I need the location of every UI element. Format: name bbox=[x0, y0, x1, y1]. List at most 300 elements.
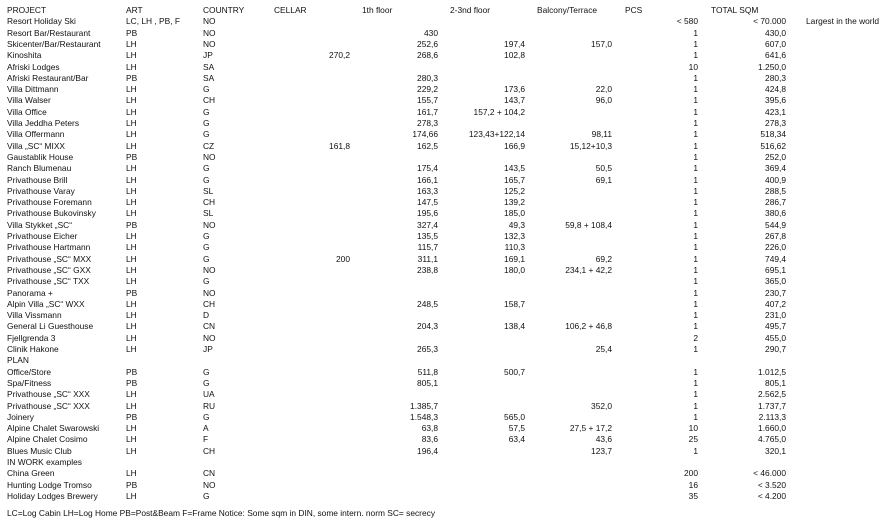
cell-art: LH bbox=[126, 389, 137, 400]
cell-country: CN bbox=[203, 468, 216, 479]
cell-country: A bbox=[203, 423, 209, 434]
cell-balcony: 50,5 bbox=[595, 163, 612, 174]
cell-project: Privathouse Eicher bbox=[7, 231, 78, 241]
cell-country: RU bbox=[203, 400, 216, 411]
cell-project: Privathouse Bukovinsky bbox=[7, 208, 96, 219]
cell-total: 320,1 bbox=[765, 445, 786, 456]
cell-country: CH bbox=[203, 197, 216, 208]
table-row bbox=[0, 50, 883, 61]
cell-country: SL bbox=[203, 208, 214, 219]
cell-country: NO bbox=[203, 332, 216, 343]
header-row bbox=[0, 5, 883, 16]
cell-project: Panorama + bbox=[7, 287, 53, 298]
cell-pcs: 1 bbox=[693, 50, 698, 61]
cell-country: G bbox=[203, 106, 210, 117]
cell-floor1: 163,3 bbox=[417, 185, 438, 196]
cell-art: PB bbox=[126, 27, 138, 38]
cell-pcs: 25 bbox=[688, 434, 698, 445]
cell-total: 2.113,3 bbox=[758, 411, 786, 422]
table-row bbox=[0, 412, 883, 423]
cell-total: 455,0 bbox=[765, 332, 786, 343]
cell-pcs: 1 bbox=[693, 253, 698, 264]
cell-floor1: 204,3 bbox=[417, 321, 438, 332]
cell-country: CH bbox=[203, 445, 216, 456]
cell-pcs: 16 bbox=[688, 479, 698, 490]
cell-project: Privathouse Brill bbox=[7, 174, 68, 185]
cell-floor1: 1.548,3 bbox=[410, 411, 438, 422]
cell-floor1: 166,1 bbox=[417, 174, 438, 185]
cell-art: LH bbox=[126, 106, 137, 117]
cell-pcs: 1 bbox=[693, 298, 698, 309]
cell-project: Privathouse Varay bbox=[7, 185, 75, 196]
cell-floor1: 805,1 bbox=[417, 377, 438, 388]
cell-country: CH bbox=[203, 298, 216, 309]
cell-project: IN WORK examples bbox=[7, 457, 82, 467]
cell-art: LH bbox=[126, 140, 137, 151]
cell-total: 400,9 bbox=[765, 174, 786, 185]
cell-pcs: 1 bbox=[693, 366, 698, 377]
cell-floor23: 173,6 bbox=[504, 84, 525, 95]
header-project: PROJECT bbox=[7, 5, 47, 15]
cell-floor23: 110,3 bbox=[504, 242, 525, 253]
cell-balcony: 43,6 bbox=[595, 434, 612, 445]
table-row bbox=[0, 401, 883, 412]
cell-total: 423,1 bbox=[765, 106, 786, 117]
cell-art: LH bbox=[126, 445, 137, 456]
cell-project: Privathouse „SC“ MXX bbox=[7, 253, 92, 264]
cell-pcs: 200 bbox=[684, 468, 698, 479]
cell-art: LH bbox=[126, 95, 137, 106]
cell-pcs: 1 bbox=[693, 197, 698, 208]
cell-floor1: 229,2 bbox=[417, 84, 438, 95]
cell-floor1: 265,3 bbox=[417, 344, 438, 354]
table-row bbox=[0, 231, 883, 242]
table-row bbox=[0, 480, 883, 491]
cell-project: Villa „SC“ MIXX bbox=[7, 140, 66, 151]
table-row bbox=[0, 310, 883, 321]
header-country: COUNTRY bbox=[203, 5, 245, 15]
cell-floor1: 430 bbox=[424, 27, 438, 38]
cell-art: LH bbox=[126, 174, 137, 185]
table-row bbox=[0, 491, 883, 502]
cell-project: China Green bbox=[7, 468, 55, 479]
header-pcs: PCS bbox=[625, 5, 643, 15]
table-row bbox=[0, 265, 883, 276]
cell-art: PB bbox=[126, 366, 138, 377]
cell-floor23: 138,4 bbox=[504, 321, 525, 332]
table-row bbox=[0, 333, 883, 344]
cell-total: 395,6 bbox=[765, 95, 786, 106]
table-row bbox=[0, 62, 883, 73]
cell-total: 407,2 bbox=[765, 298, 786, 309]
cell-floor1: 115,7 bbox=[417, 242, 438, 253]
header-total: TOTAL SQM bbox=[711, 5, 759, 15]
table-row bbox=[0, 344, 883, 355]
cell-country: NO bbox=[203, 27, 216, 38]
cell-art: LH bbox=[126, 276, 137, 287]
table-row bbox=[0, 118, 883, 129]
table-row bbox=[0, 468, 883, 479]
table-row bbox=[0, 378, 883, 389]
cell-pcs: 1 bbox=[693, 400, 698, 411]
cell-country: SA bbox=[203, 61, 215, 72]
cell-art: LH bbox=[126, 332, 137, 343]
cell-project: Alpin Villa „SC“ WXX bbox=[7, 298, 85, 309]
cell-pcs: 1 bbox=[693, 445, 698, 456]
cell-country: NO bbox=[203, 479, 216, 490]
cell-floor23: 57,5 bbox=[508, 423, 525, 434]
table-row bbox=[0, 276, 883, 287]
cell-floor1: 174,66 bbox=[412, 129, 438, 140]
cell-cellar: 161,8 bbox=[329, 140, 350, 151]
cell-floor23: 180,0 bbox=[504, 264, 525, 275]
cell-floor1: 268,6 bbox=[417, 50, 438, 61]
cell-floor23: 139,2 bbox=[504, 197, 525, 208]
cell-floor23: 63,4 bbox=[508, 434, 525, 445]
cell-floor1: 83,6 bbox=[421, 434, 438, 445]
cell-art: LH bbox=[126, 434, 137, 445]
cell-pcs: 1 bbox=[693, 242, 698, 253]
cell-country: JP bbox=[203, 344, 213, 354]
cell-floor1: 1.385,7 bbox=[410, 400, 438, 411]
table-row bbox=[0, 197, 883, 208]
cell-art: PB bbox=[126, 411, 138, 422]
cell-country: G bbox=[203, 174, 210, 185]
cell-floor1: 196,4 bbox=[417, 445, 438, 456]
cell-total: 4.765,0 bbox=[758, 434, 786, 445]
cell-total: 230,7 bbox=[765, 287, 786, 298]
cell-balcony: 22,0 bbox=[595, 84, 612, 95]
header-balcony: Balcony/Terrace bbox=[537, 5, 598, 15]
cell-pcs: 1 bbox=[693, 287, 698, 298]
cell-pcs: 1 bbox=[693, 411, 698, 422]
cell-project: Villa Office bbox=[7, 106, 47, 117]
cell-total: 369,4 bbox=[765, 163, 786, 174]
cell-floor23: 165,7 bbox=[504, 174, 525, 185]
header-cellar: CELLAR bbox=[274, 5, 307, 15]
cell-floor1: 327,4 bbox=[417, 219, 438, 230]
cell-total: 1.660,0 bbox=[758, 423, 786, 434]
table-row bbox=[0, 299, 883, 310]
cell-country: NO bbox=[203, 287, 216, 298]
cell-country: G bbox=[203, 242, 210, 253]
cell-pcs: 10 bbox=[688, 423, 698, 434]
table-row bbox=[0, 28, 883, 39]
cell-art: LH bbox=[126, 163, 137, 174]
cell-project: Privathouse „SC“ XXX bbox=[7, 400, 90, 411]
cell-project: Joinery bbox=[7, 411, 34, 422]
table-row bbox=[0, 163, 883, 174]
cell-pcs: 1 bbox=[693, 27, 698, 38]
cell-total: 1.737,7 bbox=[758, 400, 786, 411]
cell-total: 365,0 bbox=[765, 276, 786, 287]
cell-art: LH bbox=[126, 310, 137, 321]
cell-total: 1.012,5 bbox=[758, 366, 786, 377]
table-row bbox=[0, 95, 883, 106]
cell-country: NO bbox=[203, 219, 216, 230]
cell-pcs: 1 bbox=[693, 185, 698, 196]
cell-country: CH bbox=[203, 95, 216, 106]
table-row bbox=[0, 288, 883, 299]
cell-floor23: 185,0 bbox=[504, 208, 525, 219]
cell-balcony: 59,8 + 108,4 bbox=[565, 219, 612, 230]
table-row bbox=[0, 186, 883, 197]
cell-project: Skicenter/Bar/Restaurant bbox=[7, 38, 101, 49]
cell-project: Villa Vissmann bbox=[7, 310, 62, 321]
cell-art: LH bbox=[126, 264, 137, 275]
cell-art: LH bbox=[126, 118, 137, 128]
cell-project: Villa Offermann bbox=[7, 129, 65, 140]
cell-country: JP bbox=[203, 50, 213, 61]
cell-country: SA bbox=[203, 72, 215, 83]
cell-total: 641,6 bbox=[765, 50, 786, 61]
cell-art: PB bbox=[126, 72, 138, 83]
cell-art: LH bbox=[126, 423, 137, 434]
cell-floor1: 280,3 bbox=[417, 72, 438, 83]
cell-floor23: 102,8 bbox=[504, 50, 525, 61]
cell-country: G bbox=[203, 253, 210, 264]
cell-pcs: 1 bbox=[693, 84, 698, 95]
cell-project: Privathouse „SC“ TXX bbox=[7, 276, 90, 287]
cell-art: PB bbox=[126, 479, 138, 490]
cell-total: 607,0 bbox=[765, 38, 786, 49]
cell-country: G bbox=[203, 129, 210, 140]
cell-pcs: 1 bbox=[693, 38, 698, 49]
cell-country: NO bbox=[203, 151, 216, 162]
cell-project: Privathouse „SC“ GXX bbox=[7, 264, 91, 275]
table-row bbox=[0, 129, 883, 140]
cell-floor23: 157,2 + 104,2 bbox=[473, 106, 525, 117]
cell-project: Fjellgrenda 3 bbox=[7, 332, 56, 343]
cell-country: NO bbox=[203, 264, 216, 275]
cell-project: Office/Store bbox=[7, 366, 52, 377]
cell-floor23: 158,7 bbox=[504, 298, 525, 309]
cell-pcs: 10 bbox=[688, 61, 698, 72]
header-floor23: 2-3nd floor bbox=[450, 5, 491, 15]
cell-total: 288,5 bbox=[765, 185, 786, 196]
cell-floor1: 195,6 bbox=[417, 208, 438, 219]
cell-floor1: 135,5 bbox=[417, 231, 438, 241]
table-row bbox=[0, 16, 883, 27]
cell-country: CZ bbox=[203, 140, 215, 151]
cell-art: LC, LH , PB, F bbox=[126, 16, 180, 27]
cell-floor23: 500,7 bbox=[504, 366, 525, 377]
cell-balcony: 96,0 bbox=[595, 95, 612, 106]
cell-art: LH bbox=[126, 400, 137, 411]
cell-country: G bbox=[203, 231, 210, 241]
cell-country: NO bbox=[203, 38, 216, 49]
cell-project: Villa Dittmann bbox=[7, 84, 59, 95]
cell-country: D bbox=[203, 310, 210, 321]
cell-floor1: 248,5 bbox=[417, 298, 438, 309]
cell-floor1: 63,8 bbox=[421, 423, 438, 434]
cell-art: PB bbox=[126, 151, 138, 162]
cell-art: LH bbox=[126, 50, 137, 61]
cell-project: Resort Holiday Ski bbox=[7, 16, 76, 27]
table-row bbox=[0, 321, 883, 332]
cell-art: LH bbox=[126, 61, 137, 72]
cell-floor23: 143,7 bbox=[504, 95, 525, 106]
cell-project: Privathouse „SC“ XXX bbox=[7, 389, 90, 400]
cell-pcs: 1 bbox=[693, 276, 698, 287]
cell-project: Kinoshita bbox=[7, 50, 42, 61]
cell-balcony: 27,5 + 17,2 bbox=[569, 423, 612, 434]
cell-art: LH bbox=[126, 129, 137, 140]
cell-art: LH bbox=[126, 208, 137, 219]
cell-pcs: 1 bbox=[693, 163, 698, 174]
cell-project: Privathouse Foremann bbox=[7, 197, 92, 208]
cell-total: 231,0 bbox=[765, 310, 786, 321]
cell-total: 286,7 bbox=[765, 197, 786, 208]
table-row bbox=[0, 434, 883, 445]
cell-total: < 70.000 bbox=[753, 16, 786, 27]
cell-country: G bbox=[203, 118, 210, 128]
cell-project: Hunting Lodge Tromso bbox=[7, 479, 92, 490]
table-row bbox=[0, 141, 883, 152]
cell-project: Holiday Lodges Brewery bbox=[7, 490, 98, 501]
cell-project: Spa/Fitness bbox=[7, 377, 52, 388]
cell-floor23: 132,3 bbox=[504, 231, 525, 241]
cell-project: Resort Bar/Restaurant bbox=[7, 27, 91, 38]
header-art: ART bbox=[126, 5, 143, 15]
cell-balcony: 69,2 bbox=[595, 253, 612, 264]
cell-country: G bbox=[203, 84, 210, 95]
cell-art: PB bbox=[126, 219, 138, 230]
cell-project: Villa Jeddha Peters bbox=[7, 118, 80, 128]
cell-floor23: 49,3 bbox=[508, 219, 525, 230]
table-row bbox=[0, 457, 883, 468]
cell-country: G bbox=[203, 411, 210, 422]
cell-floor23: 565,0 bbox=[504, 411, 525, 422]
cell-art: PB bbox=[126, 287, 138, 298]
cell-balcony: 123,7 bbox=[591, 445, 612, 456]
table-row bbox=[0, 84, 883, 95]
cell-total: 278,3 bbox=[765, 118, 786, 128]
cell-pcs: 1 bbox=[693, 140, 698, 151]
cell-floor1: 147,5 bbox=[417, 197, 438, 208]
cell-total: 495,7 bbox=[765, 321, 786, 332]
cell-total: 544,9 bbox=[765, 219, 786, 230]
cell-project: Privathouse Hartmann bbox=[7, 242, 91, 253]
cell-total: 2.562,5 bbox=[758, 389, 786, 400]
cell-art: LH bbox=[126, 197, 137, 208]
cell-art: LH bbox=[126, 185, 137, 196]
cell-pcs: 1 bbox=[693, 231, 698, 241]
cell-country: SL bbox=[203, 185, 214, 196]
cell-pcs: 1 bbox=[693, 129, 698, 140]
cell-art: LH bbox=[126, 344, 137, 354]
cell-project: General Li Guesthouse bbox=[7, 321, 94, 332]
cell-project: Ranch Blumenau bbox=[7, 163, 72, 174]
cell-pcs: 1 bbox=[693, 344, 698, 354]
cell-project: Gaustablik House bbox=[7, 151, 74, 162]
cell-floor23: 123,43+122,14 bbox=[468, 129, 525, 140]
cell-floor23: 125,2 bbox=[504, 185, 525, 196]
table-row bbox=[0, 152, 883, 163]
cell-pcs: < 580 bbox=[676, 16, 698, 27]
cell-total: 424,8 bbox=[765, 84, 786, 95]
cell-country: G bbox=[203, 163, 210, 174]
cell-art: LH bbox=[126, 231, 137, 241]
table-row bbox=[0, 107, 883, 118]
cell-floor23: 169,1 bbox=[504, 253, 525, 264]
cell-floor1: 162,5 bbox=[417, 140, 438, 151]
cell-country: G bbox=[203, 366, 210, 377]
cell-country: UA bbox=[203, 389, 215, 400]
table-row bbox=[0, 39, 883, 50]
cell-total: 226,0 bbox=[765, 242, 786, 253]
table-row bbox=[0, 242, 883, 253]
cell-balcony: 15,12+10,3 bbox=[569, 140, 612, 151]
cell-floor1: 175,4 bbox=[417, 163, 438, 174]
cell-pcs: 1 bbox=[693, 389, 698, 400]
cell-total: 516,62 bbox=[760, 140, 786, 151]
cell-art: LH bbox=[126, 468, 137, 479]
cell-country: F bbox=[203, 434, 209, 445]
cell-floor1: 155,7 bbox=[417, 95, 438, 106]
cell-total: 1.250,0 bbox=[758, 61, 786, 72]
cell-art: LH bbox=[126, 38, 137, 49]
cell-project: Afriski Lodges bbox=[7, 61, 60, 72]
table-row bbox=[0, 73, 883, 84]
cell-pcs: 1 bbox=[693, 72, 698, 83]
cell-floor1: 252,6 bbox=[417, 38, 438, 49]
cell-note: Largest in the world bbox=[806, 16, 880, 27]
table-row bbox=[0, 389, 883, 400]
table-row bbox=[0, 220, 883, 231]
cell-balcony: 106,2 + 46,8 bbox=[565, 321, 612, 332]
cell-pcs: 1 bbox=[693, 95, 698, 106]
cell-total: 695,1 bbox=[765, 264, 786, 275]
cell-pcs: 1 bbox=[693, 264, 698, 275]
cell-project: Alpine Chalet Swarowski bbox=[7, 423, 100, 434]
table-row bbox=[0, 208, 883, 219]
table-row bbox=[0, 254, 883, 265]
cell-pcs: 35 bbox=[688, 490, 698, 501]
cell-total: 518,34 bbox=[760, 129, 786, 140]
cell-art: LH bbox=[126, 298, 137, 309]
cell-project: Clinik Hakone bbox=[7, 344, 59, 354]
cell-pcs: 1 bbox=[693, 106, 698, 117]
cell-country: CN bbox=[203, 321, 216, 332]
cell-country: G bbox=[203, 377, 210, 388]
table-row bbox=[0, 446, 883, 457]
cell-pcs: 1 bbox=[693, 321, 698, 332]
cell-total: 252,0 bbox=[765, 151, 786, 162]
header-floor1: 1th floor bbox=[362, 5, 393, 15]
cell-project: PLAN bbox=[7, 355, 29, 366]
cell-floor1: 238,8 bbox=[417, 264, 438, 275]
cell-pcs: 1 bbox=[693, 219, 698, 230]
cell-balcony: 352,0 bbox=[591, 400, 612, 411]
cell-project: Blues Music Club bbox=[7, 445, 72, 456]
cell-floor1: 278,3 bbox=[417, 118, 438, 128]
cell-art: LH bbox=[126, 490, 137, 501]
cell-floor23: 143,5 bbox=[504, 163, 525, 174]
cell-total: 267,8 bbox=[765, 231, 786, 241]
cell-balcony: 157,0 bbox=[591, 38, 612, 49]
cell-cellar: 200 bbox=[336, 253, 350, 264]
cell-pcs: 1 bbox=[693, 310, 698, 321]
cell-art: PB bbox=[126, 377, 138, 388]
cell-pcs: 1 bbox=[693, 377, 698, 388]
table-row bbox=[0, 355, 883, 366]
cell-art: LH bbox=[126, 242, 137, 253]
cell-floor1: 161,7 bbox=[417, 106, 438, 117]
cell-total: 280,3 bbox=[765, 72, 786, 83]
cell-pcs: 1 bbox=[693, 118, 698, 128]
cell-pcs: 2 bbox=[693, 332, 698, 343]
